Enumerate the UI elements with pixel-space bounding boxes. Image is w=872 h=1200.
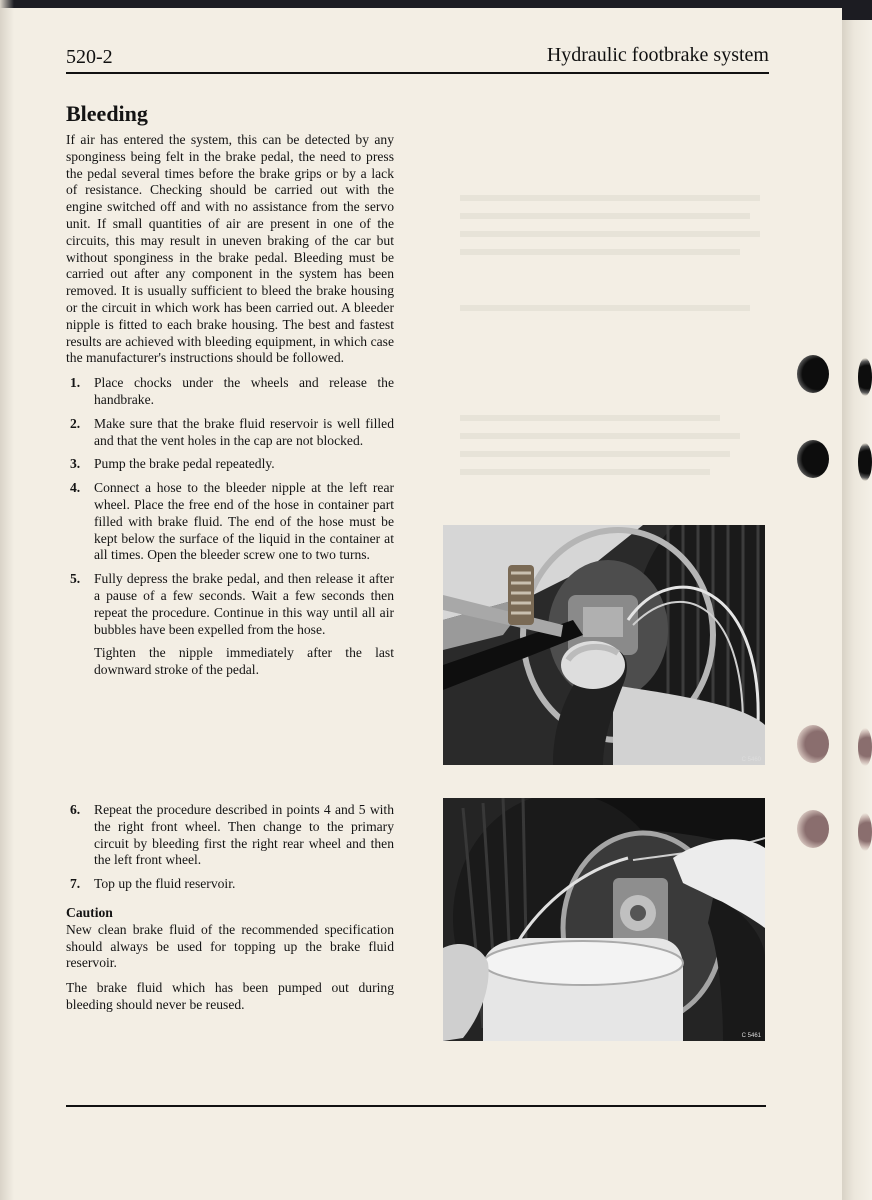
photo-front-wheel-illustration: [443, 798, 765, 1041]
photo-front-wheel-bleeding: [443, 798, 765, 1041]
step-text: Repeat the procedure described in points 4 and 5 with the right front wheel. Then change to the primary circuit by bleeding first the right rear wheel and then the left front wheel.: [94, 802, 394, 868]
step-item: [66, 456, 394, 473]
binder-hole: [797, 440, 829, 478]
step-text: Connect a hose to the bleeder nipple at the left rear wheel. Place the free end of the hose in container part filled with brake fluid. The end of the hose must be kept below the surface of the liquid in the container at all times. Open the bleeder screw one to two turns.: [94, 480, 394, 563]
scan-top-border: [0, 0, 872, 8]
step-item: [66, 571, 394, 638]
binder-hole: [797, 810, 829, 848]
step-item: [66, 480, 394, 564]
final-note: The brake fluid which has been pumped out during bleeding should never be reused.: [66, 980, 394, 1012]
photo-reference-code: C 5460: [741, 757, 761, 763]
step-text: Top up the fluid reservoir.: [94, 876, 236, 892]
step-text: Fully depress the brake pedal, and then release it after a pause of a few seconds. Wait a few seconds then repeat the procedure. Continue in this way until all air bubbles have been expelled from the hose.: [94, 571, 394, 637]
photo-rear-wheel-bleeding: [443, 525, 765, 765]
step-number: 1.: [70, 375, 81, 391]
page-number: 520-2: [66, 46, 113, 68]
intro-paragraph: If air has entered the system, this can be detected by any sponginess being felt in the brake pedal, the need to press the pedal several times before the brake grips or by a lack of resistance. Checking should be carried out with the engine switched off and with no assistance from the servo unit. If small quantities of air are present in one of the circuits, this may result in uneven braking of the car but without sponginess in the brake pedal. Bleeding must be carried out after any component in the system has been removed. It is usually sufficient to bleed the brake housing or the circuit in which work has been carried out. A bleeder nipple is fitted to each brake housing. The best and fastest results are achieved with bleeding equipment, in which case the manufacturer's instructions should be followed.: [66, 132, 394, 366]
step-list: [66, 375, 394, 638]
binder-hole: [858, 443, 872, 481]
step-item: [66, 416, 394, 450]
step-item: [66, 802, 394, 869]
step-number: 5.: [70, 571, 81, 587]
bleeding-section: [66, 100, 394, 679]
step-text: Make sure that the brake fluid reservoir is well filled and that the vent holes in the cap are not blocked.: [94, 415, 394, 448]
next-page-edge: [842, 0, 872, 1200]
scan-top-right-border: [842, 0, 872, 20]
binder-hole: [797, 725, 829, 763]
step-number: 2.: [70, 415, 81, 431]
step-number: 6.: [70, 802, 81, 817]
step-number: 4.: [70, 480, 81, 496]
caution-text: New clean brake fluid of the recommended specification should always be used for topping up the brake fluid reservoir.: [66, 921, 394, 971]
step-number: 7.: [70, 876, 81, 892]
section-title: Hydraulic footbrake system: [546, 44, 769, 66]
binder-hole: [858, 358, 872, 396]
binder-hole: [797, 355, 829, 393]
section-heading: Bleeding: [66, 101, 148, 126]
step-list-continued: [66, 802, 394, 893]
step-text: Pump the brake pedal repeatedly.: [94, 456, 275, 472]
step-text: Place chocks under the wheels and release the handbrake.: [94, 375, 394, 407]
bleeding-section-continued: [66, 802, 394, 1014]
binder-hole: [858, 728, 872, 766]
footer-rule: [66, 1105, 766, 1107]
caution-heading: Caution: [66, 904, 113, 920]
photo-reference-code: C 5461: [741, 1033, 761, 1039]
bleed-through-shadow: [440, 105, 780, 505]
step-number: 3.: [70, 456, 81, 472]
step-item: [66, 876, 394, 893]
step5-note: Tighten the nipple immediately after the last downward stroke of the pedal.: [94, 645, 394, 678]
header-rule: [66, 72, 769, 74]
binder-hole: [858, 813, 872, 851]
step-item: [66, 375, 394, 409]
photo-rear-wheel-illustration: [443, 525, 765, 765]
page-left-shadow: [0, 0, 14, 1200]
